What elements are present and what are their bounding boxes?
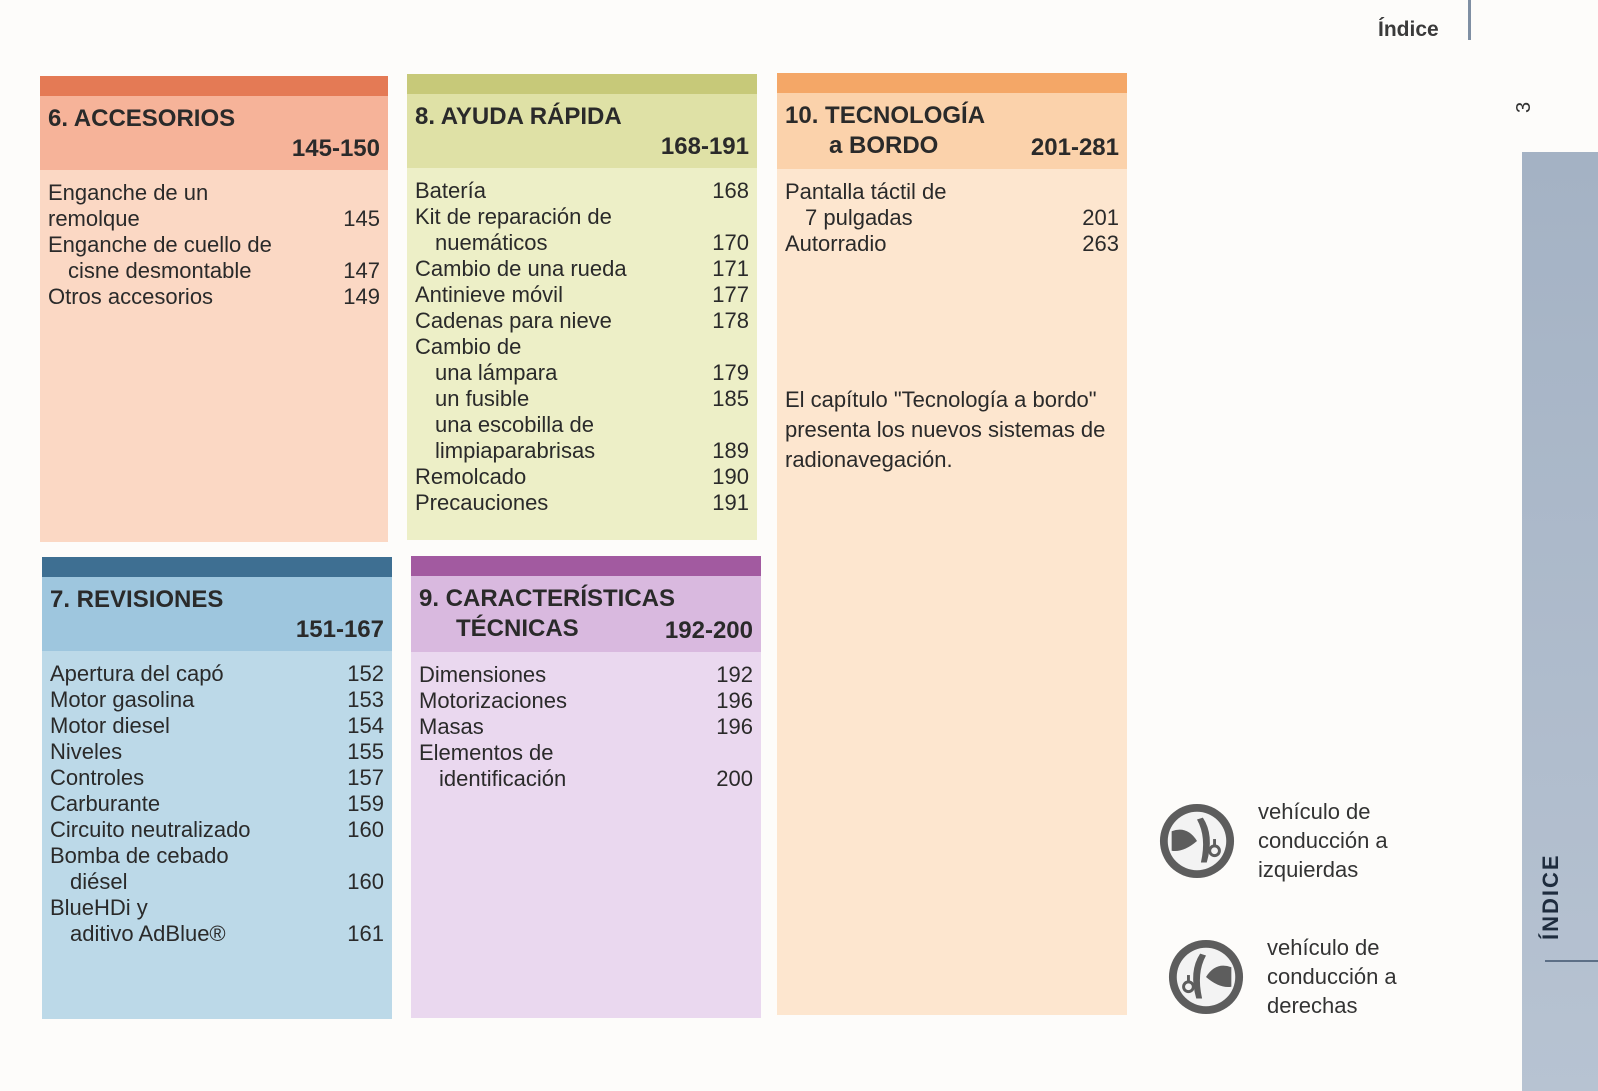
entry-label: Circuito neutralizado — [50, 817, 251, 842]
chapter-title-line2: a BORDO — [829, 132, 939, 159]
entry[interactable] — [785, 231, 1119, 257]
entry-page: 168 — [712, 178, 749, 203]
entry[interactable] — [415, 360, 749, 386]
chapter-title: 7. REVISIONES — [50, 586, 224, 613]
entry-label: Pantalla táctil de — [785, 179, 947, 204]
entry-page: 171 — [712, 256, 749, 281]
entry[interactable] — [50, 713, 384, 739]
entry-page: 190 — [712, 464, 749, 489]
card-color-bar — [407, 74, 757, 94]
card-header — [777, 93, 1127, 169]
entry-page — [1111, 179, 1119, 205]
entry-label: Cambio de — [415, 334, 522, 359]
entry[interactable] — [419, 688, 753, 714]
entry — [50, 843, 384, 869]
entry[interactable] — [785, 205, 1119, 231]
entry[interactable] — [415, 178, 749, 204]
entry-label: aditivo AdBlue® — [70, 921, 226, 946]
chapter-page-range: 151-167 — [295, 616, 384, 643]
entry-label: una lámpara — [435, 360, 558, 385]
entry-page — [741, 334, 749, 360]
entry-page: 153 — [347, 687, 384, 712]
entry-page — [741, 412, 749, 438]
entry-list — [40, 170, 388, 318]
entry-label: Enganche de un — [48, 180, 209, 205]
side-tab-label: ÍNDICE — [1538, 853, 1563, 940]
entry[interactable] — [50, 765, 384, 791]
top-rule — [1468, 0, 1471, 40]
chapter-title: 6. ACCESORIOS — [48, 105, 236, 132]
entry-label: identificación — [439, 766, 567, 791]
section-label: Índice — [1378, 18, 1439, 41]
entry-label: Kit de reparación de — [415, 204, 612, 229]
entry-label: Autorradio — [785, 231, 887, 256]
card-color-bar — [411, 556, 761, 576]
entry-page: 177 — [712, 282, 749, 307]
entry-page: 152 — [347, 661, 384, 686]
chapter-page-range: 145-150 — [291, 135, 380, 162]
legend-text: vehículo de conducción a derechas — [1267, 935, 1397, 1018]
entry[interactable] — [50, 661, 384, 687]
entry-page: 170 — [712, 230, 749, 255]
entry-label: remolque — [48, 206, 140, 231]
entry-page — [741, 204, 749, 230]
entry-page: 201 — [1082, 205, 1119, 230]
entry[interactable] — [50, 817, 384, 843]
entry-label: Niveles — [50, 739, 123, 764]
entry-page: 161 — [347, 921, 384, 946]
chapter-card-accesorios — [40, 76, 388, 542]
entry[interactable] — [415, 308, 749, 334]
chapter-card-revisiones — [42, 557, 392, 1019]
entry-label: Cambio de una rueda — [415, 256, 627, 281]
legend-left-hand-drive — [1158, 797, 1458, 884]
entry-label: Apertura del capó — [50, 661, 224, 686]
entry — [419, 740, 753, 766]
entry[interactable] — [415, 386, 749, 412]
entry[interactable] — [415, 464, 749, 490]
entry-label: Carburante — [50, 791, 161, 816]
entry[interactable] — [415, 256, 749, 282]
entry-page — [372, 232, 380, 258]
chapter-title: 9. CARACTERÍSTICAS — [419, 585, 676, 612]
entry — [415, 204, 749, 230]
entry-label: nuemáticos — [435, 230, 548, 255]
entry-label: un fusible — [435, 386, 530, 411]
entry-label: diésel — [70, 869, 128, 894]
entry-list — [42, 651, 392, 955]
entry-page: 154 — [347, 713, 384, 738]
entry[interactable] — [415, 230, 749, 256]
entry-label: Dimensiones — [419, 662, 547, 687]
entry-label: Remolcado — [415, 464, 527, 489]
steering-wheel-right-icon — [1167, 938, 1245, 1016]
entry-label: Bomba de cebado — [50, 843, 229, 868]
page-number: 3 — [1513, 101, 1535, 113]
entry-page: 155 — [347, 739, 384, 764]
entry-label: cisne desmontable — [68, 258, 252, 283]
entry[interactable] — [415, 438, 749, 464]
entry-page: 145 — [343, 206, 380, 231]
entry-label: Motor diesel — [50, 713, 170, 738]
entry-page: 185 — [712, 386, 749, 411]
entry[interactable] — [415, 490, 749, 516]
entry-list — [411, 652, 761, 800]
legend-text: vehículo de conducción a izquierdas — [1258, 799, 1388, 882]
entry-page: 159 — [347, 791, 384, 816]
entry-list — [407, 168, 757, 524]
legend-right-hand-drive — [1167, 933, 1467, 1020]
entry-label: Masas — [419, 714, 484, 739]
entry — [50, 895, 384, 921]
entry-label: Batería — [415, 178, 486, 203]
entry — [785, 179, 1119, 205]
entry-label: limpiaparabrisas — [435, 438, 596, 463]
entry[interactable] — [50, 921, 384, 947]
entry — [415, 412, 749, 438]
entry-page — [376, 843, 384, 869]
entry-page: 196 — [716, 688, 753, 713]
card-color-bar — [42, 557, 392, 577]
entry — [415, 334, 749, 360]
chapter-card-caracteristicas — [411, 556, 761, 1018]
side-tab[interactable] — [1522, 152, 1598, 1091]
entry[interactable] — [50, 791, 384, 817]
entry-page: 192 — [716, 662, 753, 687]
card-header — [40, 96, 388, 170]
entry-page: 147 — [343, 258, 380, 283]
entry-page — [745, 740, 753, 766]
chapter-note: El capítulo "Tecnología a bordo" presenta los nuevos sistemas de radionavegación. — [785, 387, 1106, 472]
entry-label: 7 pulgadas — [805, 205, 913, 230]
card-color-bar — [40, 76, 388, 96]
entry[interactable] — [50, 869, 384, 895]
entry-page: 160 — [347, 817, 384, 842]
entry-page: 189 — [712, 438, 749, 463]
entry-page — [376, 895, 384, 921]
entry[interactable] — [48, 258, 380, 284]
entry-page: 149 — [343, 284, 380, 309]
chapter-page-range: 168-191 — [660, 133, 749, 160]
card-color-bar — [777, 73, 1127, 93]
chapter-card-tecnologia — [777, 73, 1127, 1015]
chapter-page-range: 192-200 — [664, 617, 753, 644]
entry-label: Motorizaciones — [419, 688, 567, 713]
entry-label: Controles — [50, 765, 145, 790]
entry-page: 157 — [347, 765, 384, 790]
entry[interactable] — [419, 662, 753, 688]
entry-label: BlueHDi y — [50, 895, 148, 920]
chapter-title: 8. AYUDA RÁPIDA — [415, 103, 622, 130]
entry-list — [777, 169, 1127, 265]
entry[interactable] — [419, 714, 753, 740]
entry-label: Enganche de cuello de — [48, 232, 272, 257]
chapter-page-range: 201-281 — [1030, 134, 1119, 161]
entry — [48, 232, 380, 258]
entry-page — [372, 180, 380, 206]
entry[interactable] — [48, 206, 380, 232]
entry-label: Otros accesorios — [48, 284, 214, 309]
entry-page: 196 — [716, 714, 753, 739]
card-header — [42, 577, 392, 651]
entry[interactable] — [50, 687, 384, 713]
entry-label: Antinieve móvil — [415, 282, 563, 307]
entry[interactable] — [48, 284, 380, 310]
entry — [48, 180, 380, 206]
entry-label: Precauciones — [415, 490, 549, 515]
entry-page: 179 — [712, 360, 749, 385]
chapter-card-ayuda-rapida — [407, 74, 757, 540]
entry-label: Cadenas para nieve — [415, 308, 612, 333]
card-header — [407, 94, 757, 168]
chapter-title-line2: TÉCNICAS — [456, 615, 579, 642]
card-header — [411, 576, 761, 652]
entry-page: 200 — [716, 766, 753, 791]
entry-label: una escobilla de — [435, 412, 595, 437]
entry-page: 191 — [712, 490, 749, 515]
entry-label: Motor gasolina — [50, 687, 195, 712]
chapter-title: 10. TECNOLOGÍA — [785, 102, 986, 129]
side-tab-rule — [1545, 960, 1598, 962]
entry-page: 178 — [712, 308, 749, 333]
entry[interactable] — [415, 282, 749, 308]
entry-page: 160 — [347, 869, 384, 894]
entry-page: 263 — [1082, 231, 1119, 256]
entry-label: Elementos de — [419, 740, 554, 765]
steering-wheel-left-icon — [1158, 802, 1236, 880]
entry[interactable] — [50, 739, 384, 765]
entry[interactable] — [419, 766, 753, 792]
